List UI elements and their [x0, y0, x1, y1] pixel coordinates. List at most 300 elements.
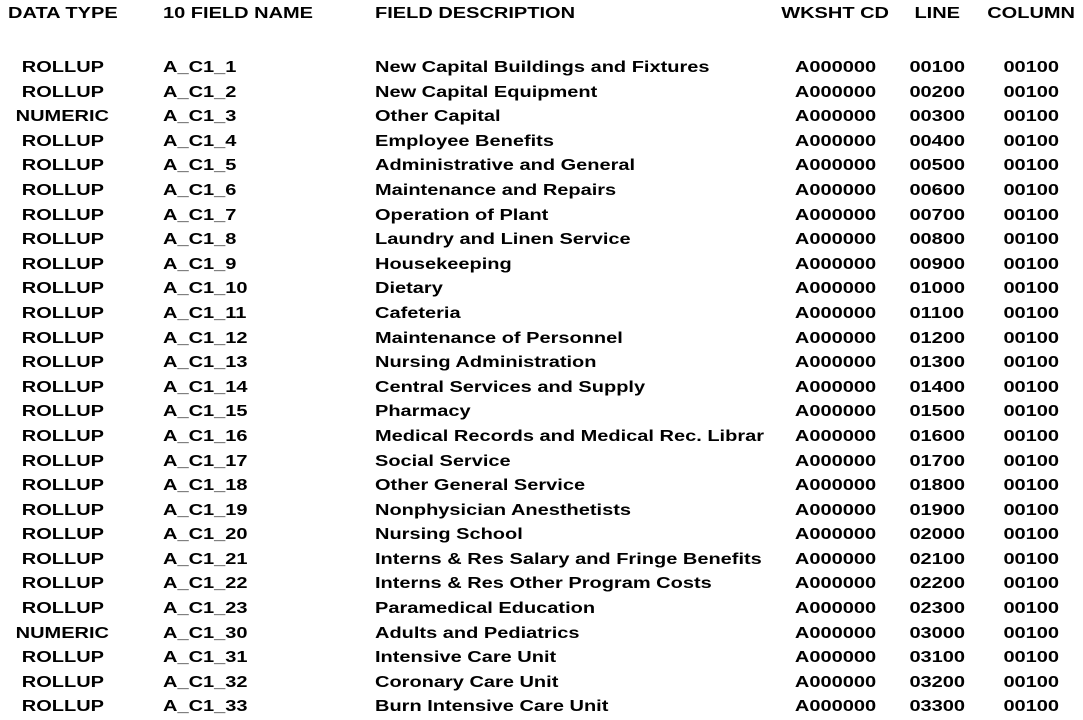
- cell-data-type: [0, 695, 125, 720]
- table-row: [0, 499, 1083, 524]
- cell-field-description-text: Cafeteria: [375, 304, 461, 322]
- cell-wksht-cd: [775, 548, 895, 573]
- cell-line-text: 01400: [909, 378, 965, 396]
- cell-field-name-text: A_C1_2: [163, 83, 237, 101]
- cell-data-type-text: ROLLUP: [21, 280, 104, 298]
- cell-wksht-cd-text: A000000: [794, 354, 876, 372]
- cell-field-name: [125, 548, 375, 573]
- cell-wksht-cd-text: A000000: [794, 501, 876, 519]
- cell-wksht-cd-text: A000000: [794, 255, 876, 273]
- cell-data-type: [0, 130, 125, 155]
- cell-data-type-text: ROLLUP: [21, 231, 104, 249]
- col-header-wksht-cd-label: WKSHT CD: [781, 5, 889, 22]
- col-header-data-type: [0, 0, 125, 56]
- cell-field-description: [375, 400, 775, 425]
- col-header-data-type-label: DATA TYPE: [7, 5, 118, 22]
- cell-column-text: 00100: [1003, 673, 1059, 691]
- cell-field-name-text: A_C1_1: [163, 59, 237, 76]
- table-row: [0, 474, 1083, 499]
- cell-column-text: 00100: [1003, 575, 1059, 593]
- cell-column: [979, 572, 1083, 597]
- cell-field-name-text: A_C1_5: [163, 157, 237, 175]
- cell-field-name-text: A_C1_23: [163, 600, 248, 618]
- cell-line: [895, 327, 979, 352]
- table-row: [0, 277, 1083, 302]
- cell-wksht-cd: [775, 425, 895, 450]
- cell-data-type-text: ROLLUP: [21, 304, 104, 322]
- cell-wksht-cd: [775, 622, 895, 647]
- cell-line-text: 02200: [909, 575, 965, 593]
- cell-data-type: [0, 622, 125, 647]
- cell-field-description: [375, 253, 775, 278]
- cell-wksht-cd: [775, 253, 895, 278]
- cell-field-description-text: Nursing Administration: [375, 354, 597, 372]
- cell-field-description-text: Interns & Res Salary and Fringe Benefits: [375, 550, 762, 568]
- cell-data-type: [0, 450, 125, 475]
- cell-data-type-text: NUMERIC: [15, 624, 110, 642]
- cell-wksht-cd-text: A000000: [794, 108, 876, 126]
- cell-data-type-text: ROLLUP: [21, 673, 104, 691]
- cell-data-type: [0, 253, 125, 278]
- cell-line: [895, 499, 979, 524]
- cell-field-name: [125, 425, 375, 450]
- cell-data-type-text: ROLLUP: [21, 526, 104, 544]
- cell-line: [895, 277, 979, 302]
- cell-wksht-cd: [775, 376, 895, 401]
- cell-data-type: [0, 56, 125, 81]
- cell-wksht-cd-text: A000000: [794, 403, 876, 421]
- cell-wksht-cd-text: A000000: [794, 526, 876, 544]
- cell-wksht-cd: [775, 228, 895, 253]
- cell-wksht-cd: [775, 154, 895, 179]
- cell-column: [979, 56, 1083, 81]
- cell-field-name: [125, 253, 375, 278]
- cell-line-text: 00300: [909, 108, 965, 126]
- cell-column-text: 00100: [1003, 378, 1059, 396]
- cell-field-name-text: A_C1_32: [163, 673, 248, 691]
- cell-field-description: [375, 622, 775, 647]
- cell-wksht-cd-text: A000000: [794, 157, 876, 175]
- cell-field-name: [125, 474, 375, 499]
- cell-wksht-cd-text: A000000: [794, 231, 876, 249]
- cell-line-text: 00500: [909, 157, 965, 175]
- cell-field-name: [125, 105, 375, 130]
- table-row: [0, 130, 1083, 155]
- cell-line-text: 02100: [909, 550, 965, 568]
- cell-column: [979, 499, 1083, 524]
- cell-column-text: 00100: [1003, 624, 1059, 642]
- cell-line-text: 00100: [909, 59, 965, 76]
- col-header-field-name-label: 10 FIELD NAME: [163, 5, 314, 22]
- cell-field-description: [375, 105, 775, 130]
- cell-field-description: [375, 499, 775, 524]
- cell-line: [895, 253, 979, 278]
- cell-line: [895, 302, 979, 327]
- cell-wksht-cd: [775, 400, 895, 425]
- cell-field-name-text: A_C1_8: [163, 231, 237, 249]
- cell-field-description: [375, 302, 775, 327]
- cell-field-name: [125, 228, 375, 253]
- table-body: [0, 56, 1083, 720]
- table-row: [0, 450, 1083, 475]
- cell-field-description-text: Nursing School: [375, 526, 523, 544]
- cell-field-description: [375, 154, 775, 179]
- cell-field-description: [375, 695, 775, 720]
- cell-column: [979, 253, 1083, 278]
- cell-column-text: 00100: [1003, 108, 1059, 126]
- cell-wksht-cd-text: A000000: [794, 181, 876, 199]
- cell-line: [895, 179, 979, 204]
- cell-wksht-cd-text: A000000: [794, 673, 876, 691]
- cell-line-text: 01300: [909, 354, 965, 372]
- cell-data-type: [0, 228, 125, 253]
- cell-column: [979, 105, 1083, 130]
- cell-field-name-text: A_C1_17: [163, 452, 248, 470]
- cell-field-description-text: Dietary: [375, 280, 443, 298]
- cell-field-description-text: Intensive Care Unit: [375, 649, 557, 667]
- cell-line-text: 01200: [909, 329, 965, 347]
- table-row: [0, 81, 1083, 106]
- cell-wksht-cd: [775, 204, 895, 229]
- cell-line-text: 01100: [909, 304, 965, 322]
- cell-data-type: [0, 277, 125, 302]
- cell-wksht-cd: [775, 499, 895, 524]
- cell-line: [895, 597, 979, 622]
- table-row: [0, 327, 1083, 352]
- col-header-wksht-cd: [775, 0, 895, 56]
- cell-field-description-text: Paramedical Education: [375, 600, 596, 618]
- cell-field-description: [375, 81, 775, 106]
- cell-wksht-cd-text: A000000: [794, 427, 876, 445]
- col-header-field-description: [375, 0, 775, 56]
- cell-line-text: 01600: [909, 427, 965, 445]
- table-row: [0, 548, 1083, 573]
- cell-wksht-cd: [775, 671, 895, 696]
- cell-field-name-text: A_C1_18: [163, 477, 248, 495]
- table-row: [0, 376, 1083, 401]
- table-row: [0, 671, 1083, 696]
- table-row: [0, 228, 1083, 253]
- table-row: [0, 105, 1083, 130]
- cell-wksht-cd-text: A000000: [794, 575, 876, 593]
- cell-field-name-text: A_C1_7: [163, 206, 237, 224]
- cell-column: [979, 671, 1083, 696]
- cell-field-name-text: A_C1_12: [163, 329, 248, 347]
- cell-data-type: [0, 351, 125, 376]
- cell-field-name: [125, 695, 375, 720]
- cell-field-name: [125, 671, 375, 696]
- cell-field-description-text: Medical Records and Medical Rec. Librar: [375, 427, 765, 445]
- table-row: [0, 302, 1083, 327]
- cell-field-name-text: A_C1_20: [163, 526, 248, 544]
- cell-field-name: [125, 646, 375, 671]
- cell-data-type: [0, 646, 125, 671]
- cell-data-type-text: ROLLUP: [21, 378, 104, 396]
- cell-line: [895, 572, 979, 597]
- cell-line: [895, 548, 979, 573]
- cell-line: [895, 81, 979, 106]
- cell-line: [895, 105, 979, 130]
- cell-column: [979, 695, 1083, 720]
- cell-data-type: [0, 81, 125, 106]
- cell-line-text: 00700: [909, 206, 965, 224]
- cell-column-text: 00100: [1003, 206, 1059, 224]
- cell-line: [895, 376, 979, 401]
- cell-wksht-cd: [775, 179, 895, 204]
- cell-column-text: 00100: [1003, 304, 1059, 322]
- cell-wksht-cd-text: A000000: [794, 280, 876, 298]
- cell-wksht-cd: [775, 450, 895, 475]
- cell-wksht-cd-text: A000000: [794, 206, 876, 224]
- cell-line: [895, 523, 979, 548]
- cell-wksht-cd: [775, 474, 895, 499]
- cell-column-text: 00100: [1003, 231, 1059, 249]
- cell-field-description-text: New Capital Equipment: [375, 83, 598, 101]
- cell-data-type: [0, 671, 125, 696]
- cell-wksht-cd: [775, 695, 895, 720]
- cell-column-text: 00100: [1003, 427, 1059, 445]
- cell-field-name: [125, 81, 375, 106]
- cell-field-description: [375, 56, 775, 81]
- cell-column-text: 00100: [1003, 83, 1059, 101]
- cell-data-type-text: ROLLUP: [21, 477, 104, 495]
- table-row: [0, 425, 1083, 450]
- cell-field-name-text: A_C1_19: [163, 501, 248, 519]
- cell-data-type: [0, 425, 125, 450]
- cell-column: [979, 376, 1083, 401]
- cell-data-type: [0, 474, 125, 499]
- cell-field-description: [375, 425, 775, 450]
- cell-field-name-text: A_C1_22: [163, 575, 248, 593]
- cell-column: [979, 179, 1083, 204]
- cell-line: [895, 154, 979, 179]
- cell-field-name-text: A_C1_11: [163, 304, 247, 322]
- cell-field-name-text: A_C1_6: [163, 181, 237, 199]
- cell-wksht-cd: [775, 302, 895, 327]
- cell-field-name: [125, 572, 375, 597]
- cell-column-text: 00100: [1003, 698, 1059, 716]
- cell-field-description-text: Other Capital: [375, 108, 501, 126]
- table-row: [0, 56, 1083, 81]
- cell-field-name-text: A_C1_13: [163, 354, 248, 372]
- cell-wksht-cd-text: A000000: [794, 329, 876, 347]
- table-row: [0, 179, 1083, 204]
- cell-data-type-text: ROLLUP: [21, 181, 104, 199]
- cell-column: [979, 425, 1083, 450]
- cell-line-text: 01800: [909, 477, 965, 495]
- cell-data-type: [0, 548, 125, 573]
- cell-field-description: [375, 351, 775, 376]
- cell-column: [979, 474, 1083, 499]
- cell-field-description: [375, 572, 775, 597]
- cell-wksht-cd: [775, 597, 895, 622]
- cell-column-text: 00100: [1003, 181, 1059, 199]
- table-row: [0, 597, 1083, 622]
- cell-field-description-text: Laundry and Linen Service: [375, 231, 631, 249]
- cell-data-type: [0, 105, 125, 130]
- cell-column-text: 00100: [1003, 550, 1059, 568]
- cell-line: [895, 474, 979, 499]
- cell-wksht-cd-text: A000000: [794, 452, 876, 470]
- cell-line-text: 02300: [909, 600, 965, 618]
- cell-line-text: 01500: [909, 403, 965, 421]
- table-row: [0, 253, 1083, 278]
- cell-field-description-text: Maintenance and Repairs: [375, 181, 617, 199]
- cell-column: [979, 351, 1083, 376]
- table-row: [0, 622, 1083, 647]
- cell-line: [895, 228, 979, 253]
- cell-column-text: 00100: [1003, 329, 1059, 347]
- cell-field-description-text: Housekeeping: [375, 255, 512, 273]
- cell-column: [979, 646, 1083, 671]
- cell-line-text: 00200: [909, 83, 965, 101]
- cell-data-type-text: ROLLUP: [21, 550, 104, 568]
- cell-field-name: [125, 302, 375, 327]
- cell-column: [979, 204, 1083, 229]
- cell-column: [979, 302, 1083, 327]
- cell-data-type-text: ROLLUP: [21, 157, 104, 175]
- cell-column: [979, 622, 1083, 647]
- cell-line: [895, 622, 979, 647]
- cell-data-type: [0, 597, 125, 622]
- cell-data-type: [0, 154, 125, 179]
- cell-data-type: [0, 572, 125, 597]
- cell-field-description-text: Administrative and General: [375, 157, 636, 175]
- cell-data-type-text: ROLLUP: [21, 83, 104, 101]
- cell-column: [979, 548, 1083, 573]
- cell-line: [895, 56, 979, 81]
- cell-field-name-text: A_C1_15: [163, 403, 248, 421]
- cell-field-description: [375, 597, 775, 622]
- cell-wksht-cd: [775, 351, 895, 376]
- cell-column: [979, 523, 1083, 548]
- cell-field-name-text: A_C1_14: [163, 378, 248, 396]
- cell-wksht-cd-text: A000000: [794, 624, 876, 642]
- cell-field-description-text: Employee Benefits: [375, 132, 554, 150]
- cell-column: [979, 228, 1083, 253]
- cell-field-description: [375, 277, 775, 302]
- cell-field-description: [375, 450, 775, 475]
- cell-column: [979, 130, 1083, 155]
- cell-wksht-cd: [775, 130, 895, 155]
- cell-field-name: [125, 327, 375, 352]
- cell-field-name-text: A_C1_3: [163, 108, 237, 126]
- cell-line-text: 03300: [909, 698, 965, 716]
- cell-field-name-text: A_C1_4: [163, 132, 237, 150]
- cell-wksht-cd: [775, 277, 895, 302]
- cell-data-type-text: ROLLUP: [21, 600, 104, 618]
- cell-data-type-text: ROLLUP: [21, 575, 104, 593]
- cell-column-text: 00100: [1003, 501, 1059, 519]
- cell-wksht-cd: [775, 56, 895, 81]
- cell-field-name-text: A_C1_30: [163, 624, 248, 642]
- cell-line: [895, 204, 979, 229]
- cell-data-type-text: ROLLUP: [21, 427, 104, 445]
- table-row: [0, 400, 1083, 425]
- cell-column: [979, 400, 1083, 425]
- cell-data-type: [0, 400, 125, 425]
- cell-data-type-text: ROLLUP: [21, 255, 104, 273]
- cell-wksht-cd-text: A000000: [794, 649, 876, 667]
- cell-wksht-cd: [775, 646, 895, 671]
- table-row: [0, 646, 1083, 671]
- cell-column-text: 00100: [1003, 59, 1059, 76]
- cell-data-type: [0, 327, 125, 352]
- cell-field-description-text: Coronary Care Unit: [375, 673, 559, 691]
- cell-line-text: 00600: [909, 181, 965, 199]
- cell-field-description-text: Adults and Pediatrics: [375, 624, 580, 642]
- col-header-field-description-label: FIELD DESCRIPTION: [375, 5, 576, 22]
- cell-line: [895, 450, 979, 475]
- cell-field-description-text: Burn Intensive Care Unit: [375, 698, 609, 716]
- cell-wksht-cd-text: A000000: [794, 477, 876, 495]
- cell-column: [979, 154, 1083, 179]
- col-header-field-name: [125, 0, 375, 56]
- cell-line-text: 01700: [909, 452, 965, 470]
- cell-line-text: 03100: [909, 649, 965, 667]
- cell-line-text: 01000: [909, 280, 965, 298]
- cell-field-name: [125, 351, 375, 376]
- cell-data-type-text: ROLLUP: [21, 452, 104, 470]
- cell-line: [895, 130, 979, 155]
- cell-line-text: 00800: [909, 231, 965, 249]
- table-row: [0, 572, 1083, 597]
- cell-column-text: 00100: [1003, 157, 1059, 175]
- cell-field-description-text: New Capital Buildings and Fixtures: [375, 59, 710, 76]
- cell-data-type-text: ROLLUP: [21, 649, 104, 667]
- cell-wksht-cd-text: A000000: [794, 698, 876, 716]
- cell-data-type: [0, 302, 125, 327]
- cell-data-type-text: ROLLUP: [21, 354, 104, 372]
- cell-data-type: [0, 179, 125, 204]
- cell-field-description: [375, 179, 775, 204]
- cell-line-text: 03200: [909, 673, 965, 691]
- cell-column-text: 00100: [1003, 403, 1059, 421]
- cell-data-type-text: ROLLUP: [21, 206, 104, 224]
- header-row: [0, 0, 1083, 56]
- cell-wksht-cd: [775, 105, 895, 130]
- table-row: [0, 523, 1083, 548]
- cell-column-text: 00100: [1003, 477, 1059, 495]
- cell-field-name: [125, 622, 375, 647]
- cell-wksht-cd: [775, 327, 895, 352]
- cell-data-type-text: ROLLUP: [21, 132, 104, 150]
- cell-line-text: 02000: [909, 526, 965, 544]
- cell-field-description: [375, 204, 775, 229]
- cell-data-type-text: ROLLUP: [21, 403, 104, 421]
- cell-field-name: [125, 277, 375, 302]
- cell-field-name: [125, 179, 375, 204]
- cell-field-name: [125, 376, 375, 401]
- cell-field-description-text: Other General Service: [375, 477, 586, 495]
- cell-wksht-cd-text: A000000: [794, 83, 876, 101]
- cell-field-description-text: Central Services and Supply: [375, 378, 646, 396]
- cell-field-description: [375, 130, 775, 155]
- cell-column-text: 00100: [1003, 649, 1059, 667]
- cell-field-name: [125, 499, 375, 524]
- cell-line: [895, 351, 979, 376]
- cell-data-type: [0, 204, 125, 229]
- cell-column: [979, 597, 1083, 622]
- cell-wksht-cd: [775, 81, 895, 106]
- cell-data-type: [0, 523, 125, 548]
- cell-data-type-text: ROLLUP: [21, 698, 104, 716]
- cell-data-type-text: NUMERIC: [15, 108, 110, 126]
- cell-field-description: [375, 327, 775, 352]
- cell-wksht-cd-text: A000000: [794, 59, 876, 76]
- cell-column: [979, 327, 1083, 352]
- cell-field-description-text: Pharmacy: [375, 403, 471, 421]
